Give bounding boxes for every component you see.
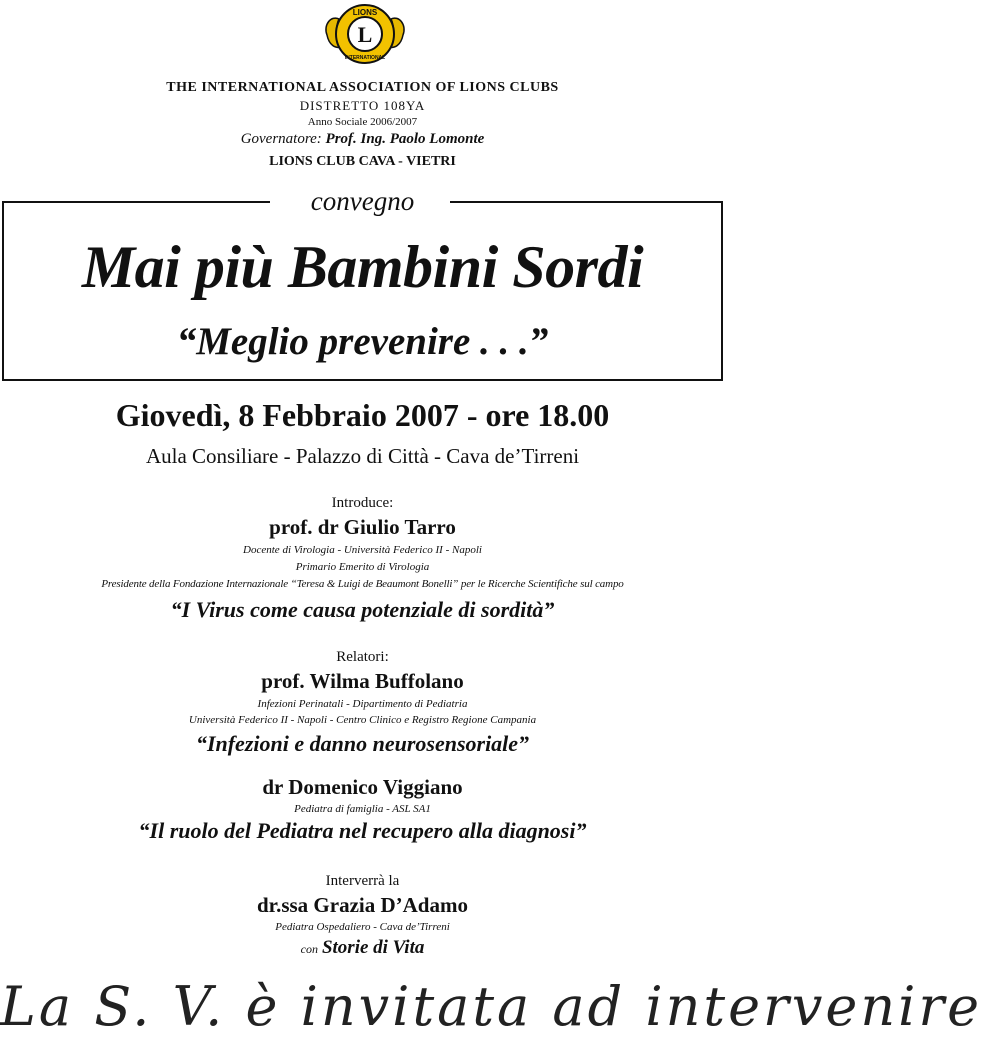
speaker-1-talk-title: “Infezioni e danno neurosensoriale” [195,731,530,756]
intro-role-3: Presidente della Fondazione Internazionale “Teresa & Luigi de Beaumont Bonelli” per le Ricerche Scientifiche sul campo [101,578,624,590]
guest-with: con [300,942,318,956]
event-venue: Aula Consiliare - Palazzo di Città - Cava de’Tirreni [145,444,580,468]
governor-name: Prof. Ing. Paolo Lomonte [325,131,485,147]
association-name: THE INTERNATIONAL ASSOCIATION OF LIONS CLUBS [166,80,559,95]
speaker-2-name: dr Domenico Viggiano [262,775,463,799]
speaker-1-name: prof. Wilma Buffolano [261,669,464,693]
social-year: Anno Sociale 2006/2007 [307,116,418,128]
guest-topic-line [0,937,725,959]
event-datetime: Giovedì, 8 Febbraio 2007 - ore 18.00 [115,397,610,433]
intro-role-2: Primario Emerito di Virologia [295,561,430,573]
intro-speaker-name: prof. dr Giulio Tarro [269,515,456,539]
governor-label: Governatore: [240,131,322,147]
guest-label: Interverrà la [325,873,400,889]
district: DISTRETTO 108YA [299,98,426,113]
speaker-1-role-1: Infezioni Perinatali - Dipartimento di Pediatria [257,698,468,710]
intro-role-1: Docente di Virologia - Università Federico II - Napoli [243,544,482,556]
speaker-2-talk-title: “Il ruolo del Pediatra nel recupero alla diagnosi” [138,818,587,843]
logo-letter: L [357,22,373,47]
invitation-line: La S. V. è invitata ad intervenire [0,975,982,1038]
speaker-2-role: Pediatra di famiglia - ASL SA1 [294,803,431,815]
guest-name: dr.ssa Grazia D’Adamo [257,893,468,917]
speakers-label: Relatori: [336,649,389,665]
event-title: Mai più Bambini Sordi [81,234,644,300]
logo-bottom-text: INTERNATIONAL [344,55,386,61]
event-subtitle: “Meglio prevenire . . .” [176,320,549,363]
club-name: LIONS CLUB CAVA - VIETRI [269,154,456,169]
guest-topic: Storie di Vita [321,937,425,958]
intro-talk-title: “I Virus come causa potenziale di sordità” [170,597,555,622]
event-kind: convegno [310,186,415,216]
logo-top-text: LIONS [352,8,378,17]
lions-emblem-logo [317,3,413,67]
intro-label: Introduce: [331,495,394,511]
speaker-1-role-2: Università Federico II - Napoli - Centro Clinico e Registro Regione Campania [188,714,537,726]
governor-line [0,131,725,148]
guest-role: Pediatra Ospedaliero - Cava de’Tirreni [275,921,450,933]
